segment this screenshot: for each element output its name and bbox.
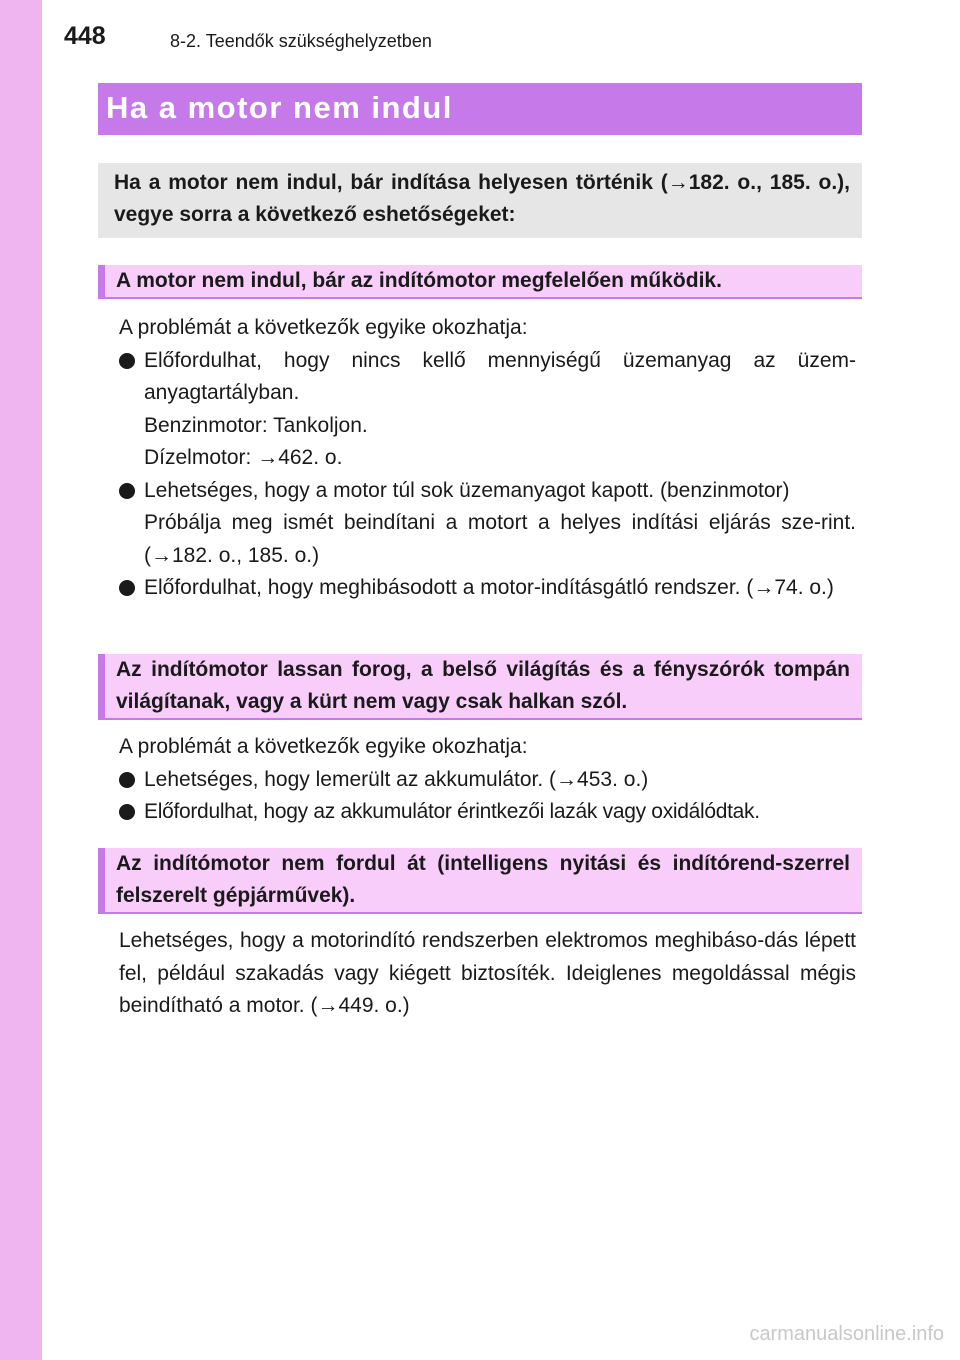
bullet-icon: [119, 580, 135, 596]
page-title: Ha a motor nem indul: [106, 90, 453, 125]
watermark: carmanualsonline.info: [749, 1323, 944, 1345]
section-paragraph-3: Lehetséges, hogy a motorindító rendszerben elektromos meghibáso-dás lépett fel, például szakadás vagy kiégett biztosíték. Ideiglenes megoldással mégis beindítható a motor. (→449. o.): [119, 929, 856, 1017]
bullet-icon: [119, 804, 135, 820]
section-heading-3: Az indítómotor nem fordul át (intelligens nyitási és indítórend-szerrel felszerelt gépjárművek).: [98, 848, 862, 914]
section-lead: A problémát a következők egyike okozhatja:: [119, 316, 528, 339]
side-tab-bar: [0, 0, 42, 1360]
page-number: 448: [64, 22, 106, 50]
running-header: 8-2. Teendők szükséghelyzetben: [170, 31, 432, 51]
bullet-icon: [119, 483, 135, 499]
intro-box: Ha a motor nem indul, bár indítása helyesen történik (→182. o., 185. o.), vegye sorra a következő eshetőségeket:: [98, 163, 862, 238]
page-title-bar: [98, 83, 862, 135]
section-body-1: [119, 312, 856, 605]
bullet-icon: [119, 353, 135, 369]
list-item: Lehetséges, hogy lemerült az akkumulátor. (→453. o.): [119, 764, 856, 797]
bullet-icon: [119, 772, 135, 788]
list-item: Előfordulhat, hogy az akkumulátor érintkezői lazák vagy oxidálódtak.: [119, 796, 856, 829]
section-lead: A problémát a következők egyike okozhatja:: [119, 735, 528, 758]
section-heading-2: Az indítómotor lassan forog, a belső világítás és a fényszórók tompán világítanak, vagy a kürt nem vagy csak halkan szól.: [98, 654, 862, 720]
list-item: Előfordulhat, hogy meghibásodott a motor-indításgátló rendszer. (→74. o.): [119, 572, 856, 605]
list-item: Lehetséges, hogy a motor túl sok üzemanyagot kapott. (benzinmotor) Próbálja meg ismét beindítani a motort a helyes indítási eljárás sze-rint. (→182. o., 185. o.): [119, 475, 856, 573]
section-heading-1: A motor nem indul, bár az indítómotor megfelelően működik.: [98, 265, 862, 299]
section-body-2: [119, 731, 856, 829]
list-item: Előfordulhat, hogy nincs kellő mennyiségű üzemanyag az üzem-anyagtartályban. Benzinmotor: Tankoljon. Dízelmotor: →462. o.: [119, 345, 856, 475]
